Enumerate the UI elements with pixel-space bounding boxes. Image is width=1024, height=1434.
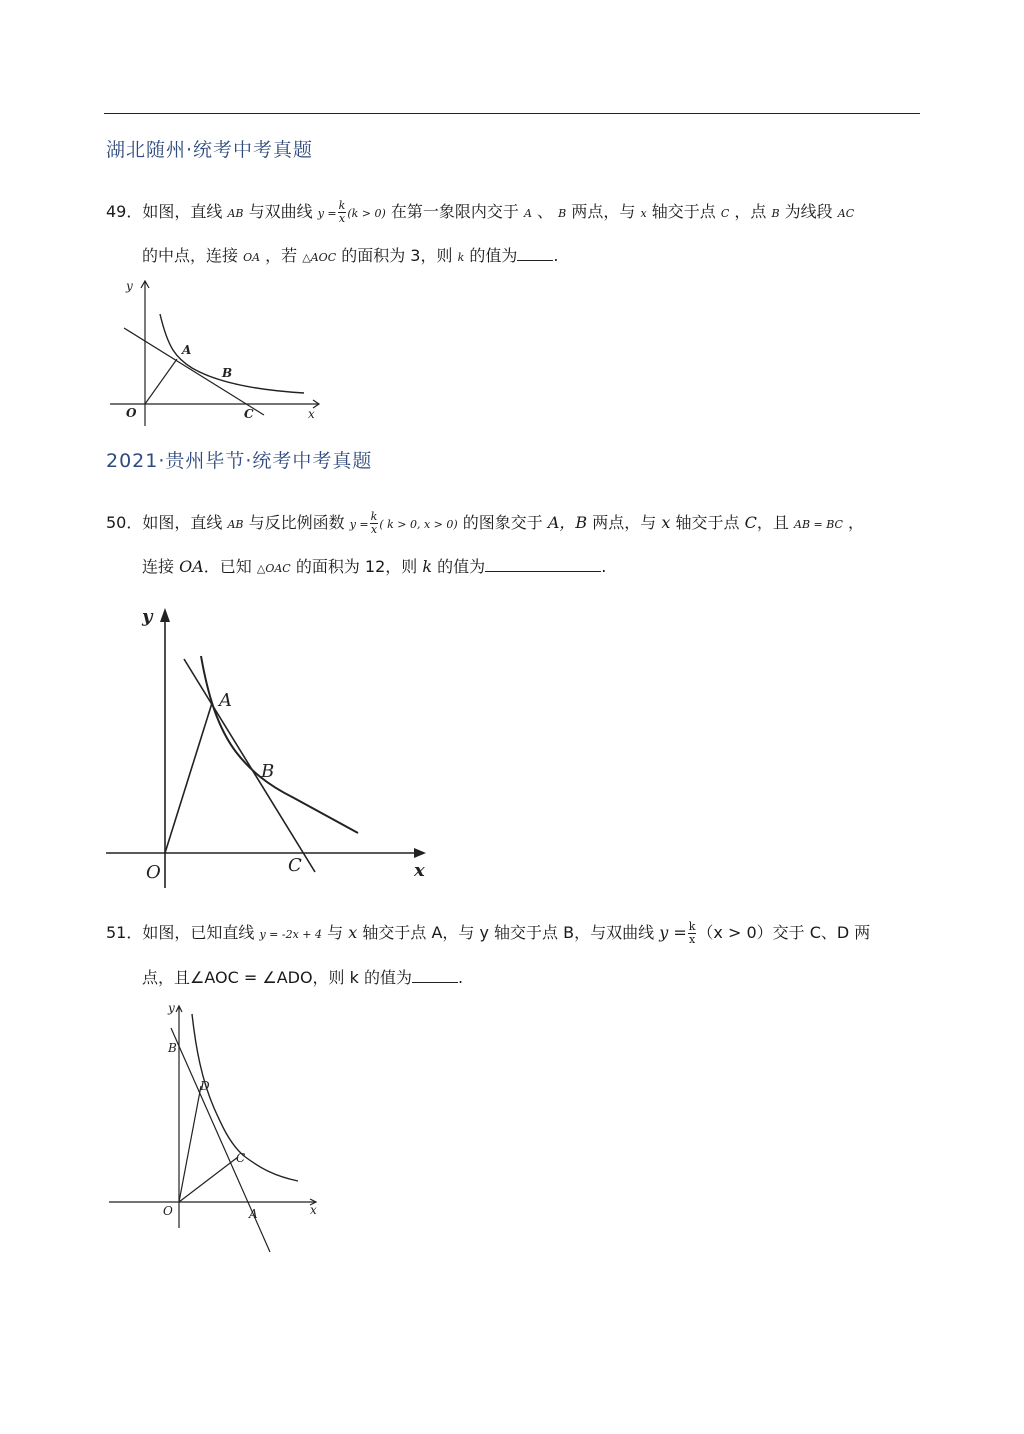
figure-50 [104,604,434,894]
origin-label: O [126,406,137,420]
point-b-label: B [168,1041,177,1055]
segment-oa [145,359,177,404]
question-51-line-1: 51．如图，已知直线 y = -2x + 4 与 x 轴交于点 A，与 y 轴交于点 B，与双曲线 y = $\frac{k}{x}$ （x > 0）交于 C、D 两 [106,920,871,946]
figure-51 [104,996,329,1258]
origin-label: O [163,1204,173,1218]
point-b-label: B [261,761,275,782]
segment-od [179,1086,201,1202]
y-label: y [142,606,153,627]
question-number: 49 [106,202,127,221]
point-a-label: A [249,1207,258,1221]
question-49-line-1: 49．如图，直线 AB 与双曲线 y = $\frac{k}{x}$ (k > 0) 在第一象限内交于 A 、 B 两点，与 x 轴交于点 C ，点 B 为线段 AC [106,199,855,225]
point-c-label: C [288,855,302,876]
x-label: x [414,860,425,881]
section-heading-suizhou: 湖北随州·统考中考真题 [106,139,314,161]
segment-oc [179,1157,238,1202]
fraction-k-over-x: $\frac{k}{x}$ [370,510,378,536]
question-51-line-2: 点，且∠AOC = ∠ADO，则 k 的值为 . [142,968,464,987]
point-b-label: B [222,366,233,380]
y-label: y [126,279,133,293]
question-number: 50 [106,513,127,532]
section-heading-bijie: 2021·贵州毕节·统考中考真题 [106,450,373,472]
fraction-k-over-x: $\frac{k}{x}$ [688,920,696,946]
y-axis-arrow [160,608,170,622]
header-rule [104,113,920,114]
line-ab [184,659,315,872]
point-c-label: C [244,407,254,421]
question-49-line-2: 的中点，连接 OA ，若 △AOC 的面积为 3，则 k 的值为 . [142,246,559,265]
hyperbola-curve [201,656,358,833]
answer-blank [517,246,553,261]
x-label: x [308,407,315,421]
x-label: x [310,1203,317,1217]
question-50-line-2: 连接 OA．已知 △OAC 的面积为 12，则 k 的值为 . [142,557,607,576]
question-50-line-1: 50．如图，直线 AB 与反比例函数 y = $\frac{k}{x}$ ( k > 0, x > 0) 的图象交于 A，B 两点，与 x 轴交于点 C，且 AB = BC ， [106,510,865,536]
fraction-k-over-x: $\frac{k}{x}$ [338,199,346,225]
figure-49 [104,276,329,428]
x-axis-arrow [414,848,426,858]
origin-label: O [146,862,161,883]
point-a-label: A [182,343,192,357]
point-a-label: A [219,690,232,711]
point-d-label: D [200,1079,210,1093]
question-number: 51 [106,923,127,942]
segment-oa [165,703,212,853]
point-c-label: C [236,1151,246,1165]
y-label: y [168,1001,175,1015]
answer-blank [412,968,458,983]
answer-blank [485,557,601,572]
